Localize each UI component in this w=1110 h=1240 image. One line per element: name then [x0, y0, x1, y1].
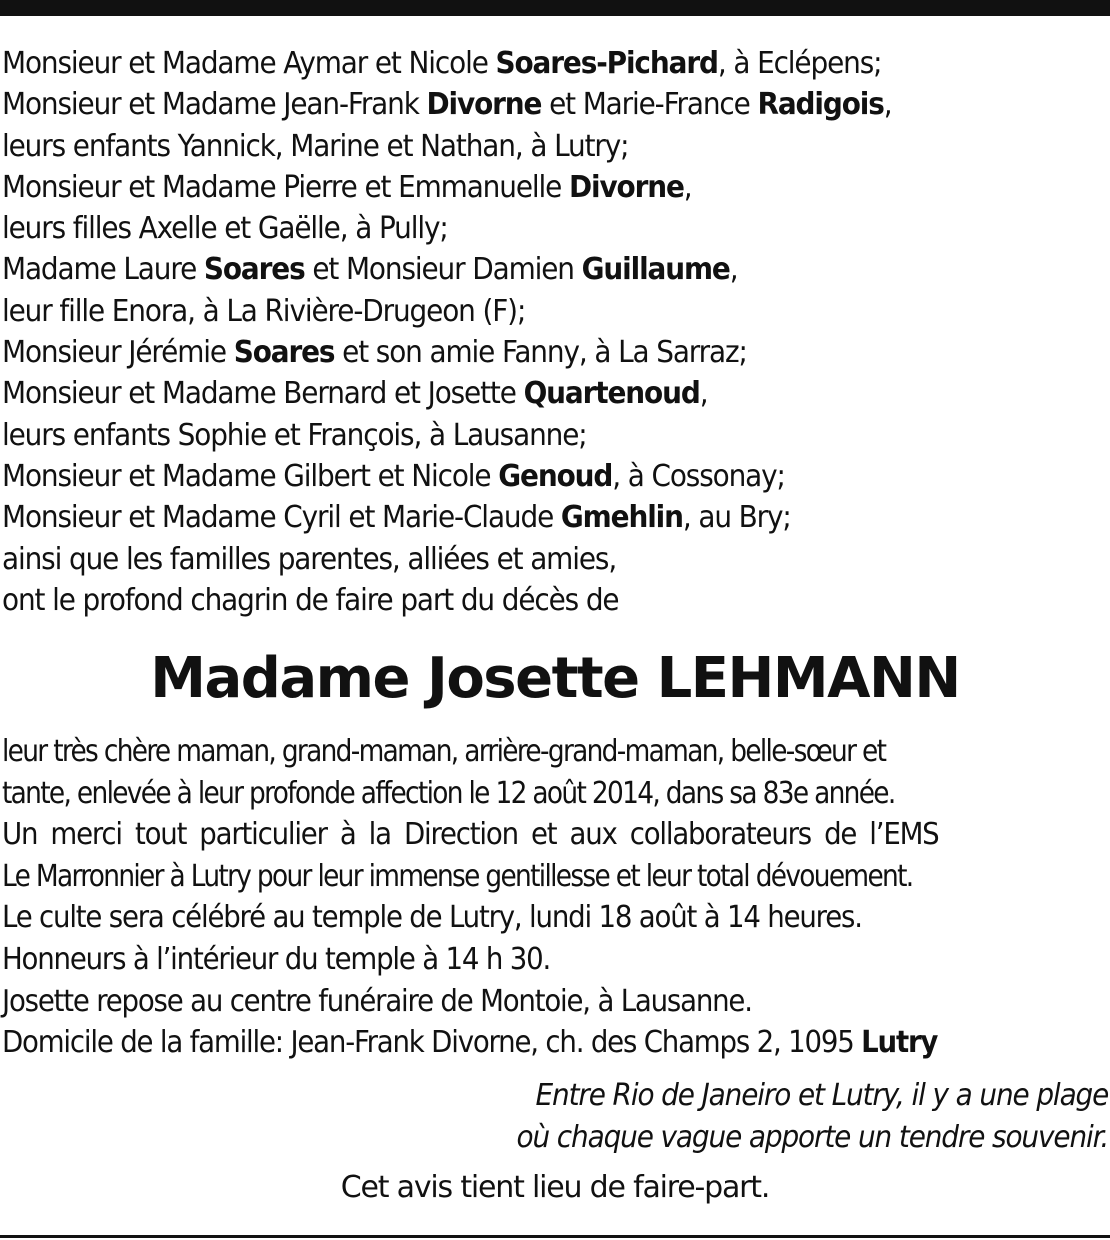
body-line: Josette repose au centre funéraire de Montoie, à Lausanne. [2, 983, 752, 1019]
body-line: Domicile de la famille: Jean-Frank Divorne, ch. des Champs 2, 1095 Lutry [2, 1025, 938, 1061]
family-line: Monsieur et Madame Jean-Frank Divorne et Marie-France Radigois, [2, 87, 892, 123]
notice-body [2, 731, 1108, 1064]
family-line: leurs filles Axelle et Gaëlle, à Pully; [2, 211, 448, 247]
memorial-quote [472, 1075, 1108, 1159]
family-line: ont le profond chagrin de faire part du décès de [2, 582, 619, 618]
family-line: Madame Laure Soares et Monsieur Damien Guillaume, [2, 252, 738, 288]
quote-line: où chaque vague apporte un tendre souvenir. [516, 1120, 1108, 1155]
quote-line: Entre Rio de Janeiro et Lutry, il y a une plage [535, 1078, 1108, 1113]
closing-note: Cet avis tient lieu de faire-part. [340, 1170, 770, 1205]
family-line: Monsieur et Madame Gilbert et Nicole Genoud, à Cossonay; [2, 458, 785, 494]
family-line: leurs enfants Yannick, Marine et Nathan, à Lutry; [2, 128, 629, 164]
body-line: Honneurs à l’intérieur du temple à 14 h 30. [2, 941, 551, 977]
family-line: Monsieur et Madame Cyril et Marie-Claude Gmehlin, au Bry; [2, 500, 791, 536]
body-line: leur très chère maman, grand-maman, arrière-grand-maman, belle-sœur et [2, 734, 886, 769]
body-line: Le Marronnier à Lutry pour leur immense gentillesse et leur total dévouement. [2, 858, 913, 894]
deceased-name: Madame Josette LEHMANN [150, 646, 960, 711]
family-line: Monsieur et Madame Aymar et Nicole Soares-Pichard, à Eclépens; [2, 46, 882, 81]
body-line: tante, enlevée à leur profonde affection le 12 août 2014, dans sa 83e année. [2, 775, 895, 811]
family-list [2, 43, 1102, 621]
family-line: ainsi que les familles parentes, alliées et amies, [2, 541, 617, 577]
bottom-rule [0, 1235, 1110, 1238]
body-line: Un merci tout particulier à la Direction et aux collaborateurs de l’EMS [2, 817, 939, 853]
body-line: Le culte sera célébré au temple de Lutry, lundi 18 août à 14 heures. [2, 900, 862, 936]
family-line: leur fille Enora, à La Rivière-Drugeon (F); [2, 293, 526, 329]
family-line: leurs enfants Sophie et François, à Lausanne; [2, 417, 587, 453]
top-rule [0, 0, 1110, 16]
family-line: Monsieur et Madame Bernard et Josette Quartenoud, [2, 376, 708, 412]
family-line: Monsieur Jérémie Soares et son amie Fanny, à La Sarraz; [2, 335, 747, 371]
family-line: Monsieur et Madame Pierre et Emmanuelle Divorne, [2, 169, 692, 205]
